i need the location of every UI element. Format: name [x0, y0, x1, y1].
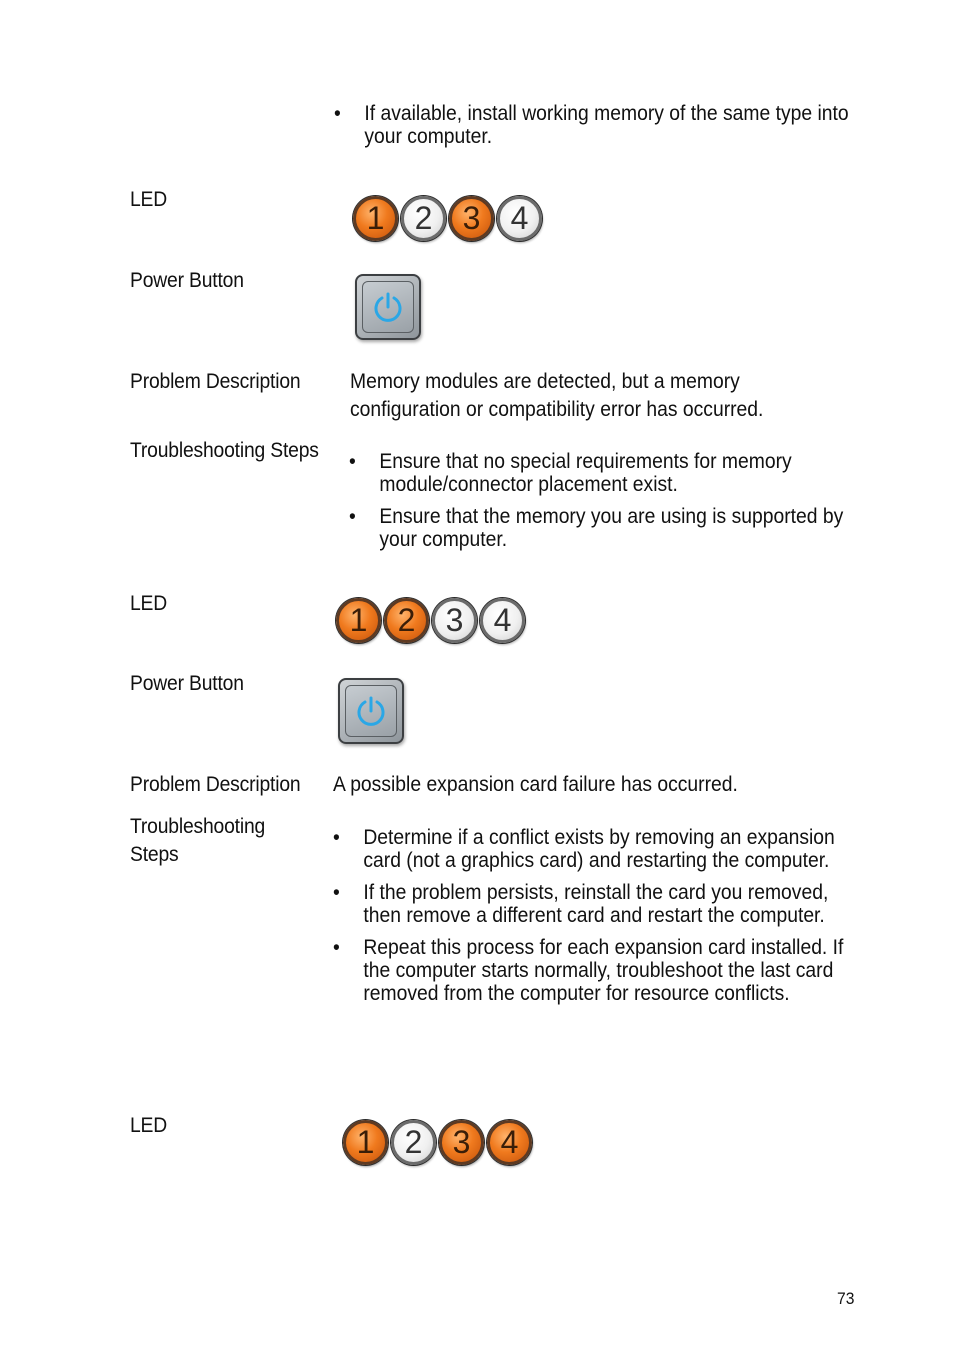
- led-2-off-icon: 2: [391, 1120, 436, 1165]
- problem-description-text: Memory modules are detected, but a memory configuration or compatibility error has occurred.: [350, 370, 764, 421]
- led-3-off-icon: 3: [432, 598, 477, 643]
- list-item: • Determine if a conflict exists by removing an expansion card (not a graphics card) and restarting the computer.: [333, 826, 848, 872]
- troubleshooting-steps-label: [130, 813, 305, 869]
- list-item: • If the problem persists, reinstall the card you removed, then remove a different card and restart the computer.: [333, 881, 848, 927]
- power-button-image: [338, 678, 404, 744]
- led-1-on-icon: 1: [336, 598, 381, 643]
- problem-description-label: Problem Description: [130, 370, 301, 393]
- led-4-on-icon: 4: [487, 1120, 532, 1165]
- led-3-on-icon: 3: [439, 1120, 484, 1165]
- led-label: LED: [130, 1114, 168, 1137]
- led-row: [353, 196, 542, 241]
- led-row: [336, 598, 525, 643]
- problem-description-text: A possible expansion card failure has occurred.: [333, 773, 738, 796]
- troubleshooting-steps: [333, 826, 848, 1014]
- led-2-off-icon: 2: [401, 196, 446, 241]
- led-2-on-icon: 2: [384, 598, 429, 643]
- list-item: • Ensure that no special requirements for memory module/connector placement exist.: [349, 450, 869, 496]
- led-4-off-icon: 4: [497, 196, 542, 241]
- led-label: LED: [130, 188, 168, 211]
- list-item: • Repeat this process for each expansion card installed. If the computer starts normally, troubleshoot the last card removed from the computer for resource conflicts.: [333, 936, 848, 1005]
- led-4-off-icon: 4: [480, 598, 525, 643]
- bullet-list: [333, 826, 848, 1005]
- power-button-image: [355, 274, 421, 340]
- led-1-on-icon: 1: [353, 196, 398, 241]
- led-1-on-icon: 1: [343, 1120, 388, 1165]
- led-3-on-icon: 3: [449, 196, 494, 241]
- bullet-list: [334, 102, 849, 148]
- power-icon: [370, 289, 406, 325]
- led-label: LED: [130, 592, 168, 615]
- troubleshooting-word: Troubleshooting: [130, 815, 266, 838]
- power-button-label: Power Button: [130, 269, 244, 292]
- list-item: • Ensure that the memory you are using is supported by your computer.: [349, 505, 869, 551]
- list-item: • If available, install working memory of the same type into your computer.: [334, 102, 849, 148]
- problem-description-label: Problem Description: [130, 773, 301, 796]
- power-icon: [353, 693, 389, 729]
- led-row: [343, 1120, 532, 1165]
- steps-word: Steps: [130, 843, 179, 866]
- troubleshooting-steps-label: Troubleshooting Steps: [130, 439, 319, 462]
- bullet-list: [349, 450, 869, 551]
- power-button-label: Power Button: [130, 672, 244, 695]
- intro-bullet-list: [334, 102, 849, 157]
- troubleshooting-steps: [349, 450, 869, 560]
- page-number: 73: [837, 1289, 855, 1308]
